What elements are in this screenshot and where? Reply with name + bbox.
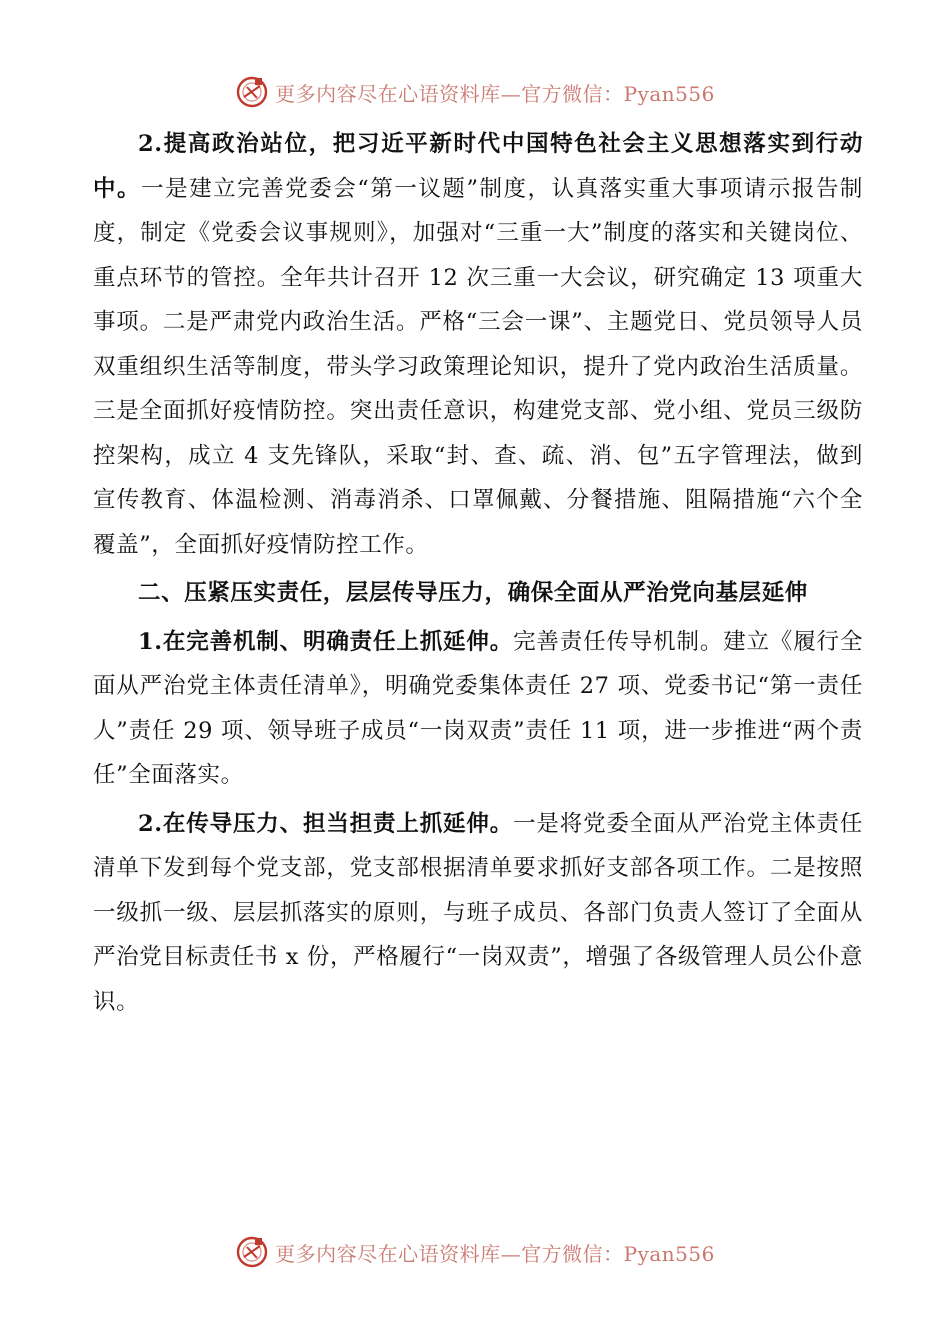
header-watermark-text: 更多内容尽在心语资料库—官方微信：Pyan556 xyxy=(275,81,715,106)
paragraph-1-heading: 2.提高政治站位，把习近平新时代中国特色社会主义思想落实到行动中。 xyxy=(93,131,863,202)
footer-watermark-text: 更多内容尽在心语资料库—官方微信：Pyan556 xyxy=(275,1241,715,1266)
paragraph-1-text: 一是建立完善党委会“第一议题”制度，认真落实重大事项请示报告制度，制定《党委会议事规则》，加强对“三重一大”制度的落实和关键岗位、重点环节的管控。全年共计召开 12 次三重一大会议，研究确定 13 项重大事项。二是严肃党内政治生活。严格“三会一课”、主题党日、党员领导人员双重组织生活等制度，带头学习政策理论知识，提升了党内政治生活质量。三是全面抓好疫情防控。突出责任意识，构建党支部、党小组、党员三级防控架构，成立 4 支先锋队，采取“封、查、疏、消、包”五字管理法，做到宣传教育、体温检测、消毒消杀、口罩佩戴、分餐措施、阻隔措施“六个全覆盖”，全面抓好疫情防控工作。 xyxy=(93,175,864,558)
seal-logo-icon xyxy=(235,1235,269,1269)
document-body xyxy=(93,122,863,1028)
section-heading-2-text: 二、压紧压实责任，层层传导压力，确保全面从严治党向基层延伸 xyxy=(138,580,808,606)
section-heading-2 xyxy=(93,571,863,616)
footer-watermark xyxy=(0,1230,950,1274)
paragraph-1 xyxy=(93,122,863,567)
paragraph-2-1-heading: 1.在完善机制、明确责任上抓延伸。 xyxy=(138,628,514,655)
paragraph-2-1 xyxy=(93,620,863,798)
paragraph-2-2-text: 一是将党委全面从严治党主体责任清单下发到每个党支部，党支部根据清单要求抓好支部各项工作。二是按照一级抓一级、层层抓落实的原则，与班子成员、各部门负责人签订了全面从严治党目标责任书 x 份，严格履行“一岗双责”，增强了各级管理人员公仆意识。 xyxy=(93,810,863,1015)
seal-logo-icon xyxy=(235,75,269,109)
paragraph-2-1-text: 完善责任传导机制。建立《履行全面从严治党主体责任清单》，明确党委集体责任 27 项、党委书记“第一责任人”责任 29 项、领导班子成员“一岗双责”责任 11 项，进一步推进“两个责任”全面落实。 xyxy=(93,628,863,788)
header-watermark xyxy=(0,70,950,114)
paragraph-2-2-heading: 2.在传导压力、担当担责上抓延伸。 xyxy=(138,810,514,837)
paragraph-2-2 xyxy=(93,802,863,1025)
